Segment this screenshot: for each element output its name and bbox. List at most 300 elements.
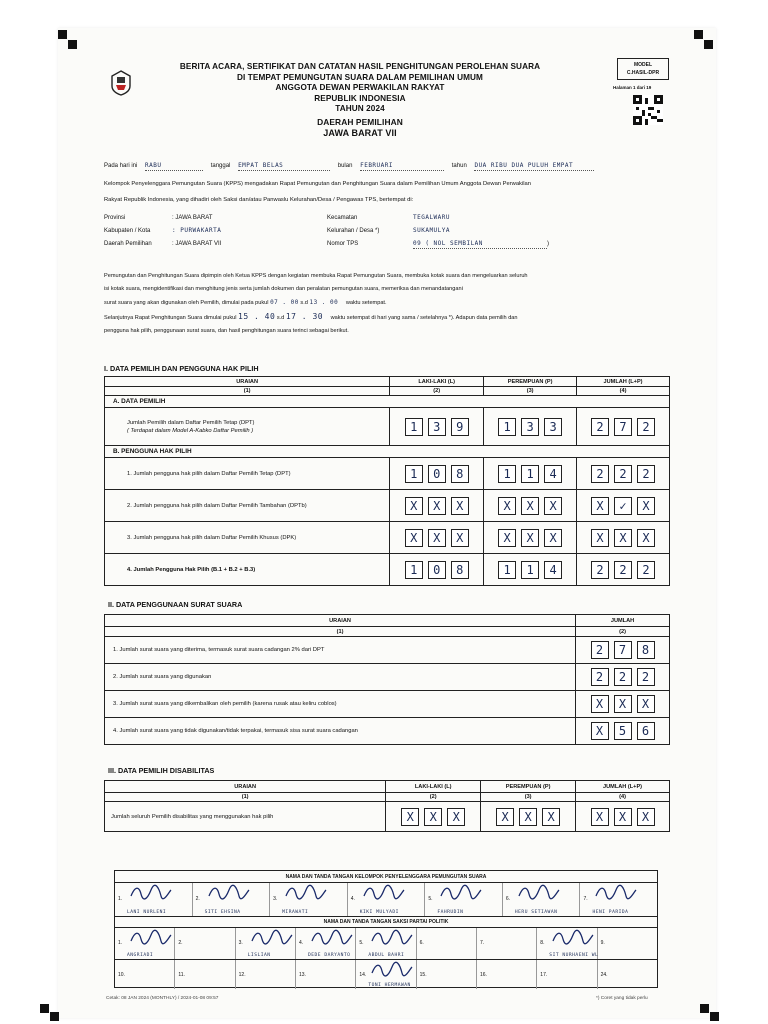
jumlah-cell [577,554,670,586]
table-row [105,522,670,554]
signature-number: 8. [540,940,545,947]
digit-box[interactable]: 2 [591,641,609,659]
digit-box[interactable]: X [591,808,609,826]
table-row [105,718,670,745]
col-uraian: URAIAN [105,377,390,387]
signature-number: 14. [359,971,367,978]
handwritten-signature-icon [551,929,595,947]
digit-box[interactable]: 1 [521,465,539,483]
digit-box[interactable]: X [591,529,609,547]
digit-box[interactable]: 1 [405,418,423,436]
digit-box[interactable]: X [614,808,632,826]
kabupaten-value: : PURWAKARTA [172,227,222,234]
location-right [327,214,549,249]
section3-table [104,780,670,832]
section1-table [104,376,670,586]
intro-date-line [104,162,594,171]
signatory-name: SITI EHSINA [204,910,241,915]
digit-box[interactable]: X [405,529,423,547]
digit-box[interactable]: X [521,529,539,547]
body-p4a: Selanjutnya Rapat Penghitungan Suara dimulai pukul [104,315,237,321]
signature-cell [356,928,416,959]
digit-boxes [577,497,669,515]
saksi-signature-row2 [115,960,657,989]
digit-box[interactable]: 4 [544,465,562,483]
digit-boxes [390,561,483,579]
digit-box[interactable]: 9 [451,418,469,436]
tahun-label: tahun [451,163,467,169]
digit-box[interactable]: 8 [451,465,469,483]
digit-box[interactable]: X [544,497,562,515]
handwritten-signature-icon [370,961,414,979]
digit-box[interactable]: X [428,529,446,547]
dapil-label: Daerah Pemilihan [104,241,152,247]
header-line5: TAHUN 2024 [335,104,385,114]
signature-cell [417,928,477,959]
a-row-line2: ( Terdapat dalam Model A-Kabko Daftar Pemilih ) [127,427,254,434]
digit-box[interactable]: 2 [591,668,609,686]
header-line2: DI TEMPAT PEMUNGUTAN SUARA DALAM PEMILIHAN UMUM [237,72,483,82]
row-label: 3. Jumlah surat suara yang dikembalikan oleh pemilih (karena rusak atau keliru coblos) [105,691,576,718]
signature-cell [537,928,597,959]
col-num: (3) [481,793,576,802]
signatory-name: HENI PARIDA [592,910,629,915]
signature-number: 12. [238,971,246,978]
col-jumlah: JUMLAH (L+P) [576,781,670,793]
signatory-name: LISLIAN [247,953,271,958]
signature-cell [537,960,597,989]
signatory-name: LANI NURLENI [127,910,167,915]
col-num: (3) [484,387,577,396]
digit-box[interactable]: X [451,529,469,547]
qr-code-icon [633,95,663,125]
digit-box[interactable]: 2 [637,561,655,579]
digit-boxes [484,529,576,547]
header-line3: ANGGOTA DEWAN PERWAKILAN RAKYAT [275,83,445,93]
signatory-name: KIKI MULYADI [359,910,399,915]
digit-boxes [484,418,576,436]
digit-box[interactable]: X [498,497,516,515]
signature-cell [115,928,175,959]
signature-number: 9. [600,940,605,947]
digit-box[interactable]: 1 [405,465,423,483]
signature-cell [580,883,657,916]
dapil-value: : JAWA BARAT VII [172,241,222,247]
bulan-label: bulan [337,163,353,169]
col-uraian: URAIAN [105,615,576,627]
signature-cell [598,928,657,959]
registration-mark [710,1012,719,1021]
bulan-value: FEBRUARI [360,162,444,171]
handwritten-signature-icon [129,884,173,902]
signature-cell [356,960,416,989]
digit-box[interactable]: X [544,529,562,547]
signature-number: 6. [419,940,424,947]
body-p3b: waktu setempat. [345,300,387,306]
signature-number: 17. [540,971,548,978]
signatory-name: MIRAWATI [282,910,309,915]
signature-number: 11. [178,971,185,978]
digit-boxes [576,722,669,740]
digit-box[interactable]: X [401,808,419,826]
signature-number: 5. [359,940,364,947]
saksi-title: NAMA DAN TANDA TANGAN SAKSI PARTAI POLITIK [115,917,657,928]
signatory-name: DEDE DARYANTO [307,953,351,958]
a-laki-cell [390,408,484,446]
signature-cell [425,883,503,916]
section1-title: I. DATA PEMILIH DAN PENGGUNA HAK PILIH [104,364,259,373]
disabilitas-label: Jumlah seluruh Pemilih disabilitas yang menggunakan hak pilih [105,802,386,832]
digit-box[interactable]: X [498,529,516,547]
kabupaten-label: Kabupaten / Kota [104,228,151,234]
laki-cell [390,458,484,490]
start-time-1: 07 . 00 [270,299,299,306]
signatory-name: ANGRIADI [127,953,154,958]
signature-number: 3. [238,940,243,947]
digit-boxes [576,695,669,713]
col-num: (1) [105,793,386,802]
subsection-a-title: A. DATA PEMILIH [105,396,670,408]
col-perempuan: PEREMPUAN (P) [481,781,576,793]
digit-box[interactable]: X [591,497,609,515]
col-jumlah: JUMLAH (L+P) [577,377,670,387]
digit-box[interactable]: 7 [614,641,632,659]
row-label: 4. Jumlah surat suara yang tidak digunakan/tidak terpakai, termasuk sisa surat suara cadangan [105,718,576,745]
table-row [105,637,670,664]
perempuan-cell [484,554,577,586]
table-row [105,490,670,522]
signature-cell [348,883,426,916]
digit-box[interactable]: 6 [637,722,655,740]
signature-number: 3. [273,896,278,903]
col-num: (2) [576,627,670,637]
digit-box[interactable]: X [637,695,655,713]
laki-cell [390,522,484,554]
col-num: (4) [576,793,670,802]
dis-laki-cell [386,802,481,832]
body-p5: pengguna hak pilih, penggunaan surat suara, dan hasil penghitungan suara terinci sebagai berikut. [104,328,349,334]
kpps-signature-row [115,883,657,917]
section2-rows [105,637,670,745]
a-row-label [105,408,390,446]
row-label: 3. Jumlah pengguna hak pilih dalam Daftar Pemilih Khusus (DPK) [105,522,390,554]
col-laki: LAKI-LAKI (L) [390,377,484,387]
signature-number: 7. [583,896,588,903]
dis-jumlah-cell [576,802,670,832]
signature-cell [115,960,175,989]
col-uraian: URAIAN [105,781,386,793]
signature-number: 13. [298,971,306,978]
handwritten-signature-icon [250,929,294,947]
jumlah-cell [576,664,670,691]
digit-box[interactable]: X [496,808,514,826]
handwritten-signature-icon [439,884,483,902]
digit-box[interactable]: X [405,497,423,515]
handwritten-signature-icon [594,884,638,902]
handwritten-signature-icon [284,884,328,902]
model-line2: C.HASIL-DPR [626,70,660,76]
jumlah-cell [577,490,670,522]
signature-number: 15. [419,971,427,978]
tanggal-value: EMPAT BELAS [238,162,330,171]
col-num: (2) [386,793,481,802]
signature-number: 7. [479,940,485,947]
row-label: 4. Jumlah Pengguna Hak Pilih (B.1 + B.2 + B.3) [105,554,390,586]
jumlah-cell [576,691,670,718]
tps-label: Nomor TPS [327,241,359,247]
digit-box[interactable]: 2 [614,668,632,686]
subsection-b-title: B. PENGGUNA HAK PILIH [105,446,670,458]
col-laki: LAKI-LAKI (L) [386,781,481,793]
digit-box[interactable]: 3 [428,418,446,436]
signature-number: 10. [118,971,125,978]
digit-boxes [390,529,483,547]
col-perempuan: PEREMPUAN (P) [484,377,577,387]
digit-box[interactable]: 2 [591,418,609,436]
perempuan-cell [484,458,577,490]
page-indicator: Halaman 1 dari 19 [613,85,652,90]
registration-mark [50,1012,59,1021]
digit-box[interactable]: X [451,497,469,515]
signature-number: 24. [600,971,608,978]
signature-cell [115,883,193,916]
signature-cell [175,960,235,989]
handwritten-signature-icon [129,929,173,947]
signature-panel [114,870,658,988]
handwritten-signature-icon [310,929,354,947]
table-row [105,691,670,718]
table-row [105,664,670,691]
table-row [105,554,670,586]
digit-box[interactable]: 0 [428,465,446,483]
signature-number: 4. [298,940,304,947]
digit-box[interactable]: X [447,808,465,826]
dis-perempuan-cell [481,802,576,832]
digit-boxes [390,465,483,483]
digit-box[interactable]: X [614,529,632,547]
signature-number: 6. [505,896,511,903]
footer-print-info: Cetak: 08 JAN 2024 (MONTHLY) / 2024-01-08 09:57 [106,996,219,1001]
digit-box[interactable]: X [637,497,655,515]
digit-box[interactable]: 1 [405,561,423,579]
tps-close: ) [547,241,549,247]
digit-boxes [484,465,576,483]
digit-boxes [390,418,483,436]
digit-box[interactable]: 1 [498,561,516,579]
registration-mark [700,1004,709,1013]
digit-box[interactable]: X [637,529,655,547]
sd-1: s.d [300,300,308,306]
pada-hari-label: Pada hari ini [104,163,138,169]
digit-box[interactable]: X [637,808,655,826]
jumlah-cell [576,718,670,745]
row-label: 1. Jumlah pengguna hak pilih dalam Daftar Pemilih Tetap (DPT) [105,458,390,490]
footer-note: *) Coret yang tidak perlu [596,996,648,1001]
section2-table [104,614,670,745]
perempuan-cell [484,522,577,554]
signature-cell [477,928,537,959]
kecamatan-value: TEGALWARU [413,214,451,221]
daerah-value: JAWA BARAT VII [323,127,397,138]
digit-boxes [576,668,669,686]
digit-box[interactable]: 2 [591,465,609,483]
digit-box[interactable]: X [591,695,609,713]
signature-number: 5. [428,896,433,903]
intro-para2: Rakyat Republik Indonesia, yang dihadiri oleh Saksi dan/atau Panwaslu Kelurahan/Desa / Pengawas TPS, bertempat di: [104,197,414,203]
signature-number: 16. [479,971,487,978]
kecamatan-label: Kecamatan [327,215,358,221]
digit-box[interactable]: 2 [637,418,655,436]
header-line4: REPUBLIK INDONESIA [314,93,406,103]
digit-box[interactable]: X [614,695,632,713]
digit-box[interactable]: 7 [614,418,632,436]
digit-box[interactable]: 5 [614,722,632,740]
table-row [105,458,670,490]
signature-number: 1. [118,896,123,903]
body-text [104,270,528,338]
handwritten-signature-icon [207,884,251,902]
digit-box[interactable]: X [521,497,539,515]
row-label: 1. Jumlah surat suara yang diterima, termasuk surat suara cadangan 2% dari DPT [105,637,576,664]
signature-cell [598,960,657,989]
registration-mark [694,30,703,39]
digit-boxes [484,497,576,515]
handwritten-signature-icon [362,884,406,902]
digit-box[interactable]: 3 [521,418,539,436]
jumlah-cell [576,637,670,664]
digit-box[interactable]: X [591,722,609,740]
start-time-2: 15 . 40 [238,312,276,321]
intro-para1: Kelompok Penyelenggara Pemungutan Suara (KPPS) mengadakan Rapat Pemungutan dan Penghitungan Suara dalam Pemilihan Umum Anggota Dewan Perwakilan [104,181,531,187]
signature-number: 2. [178,940,183,947]
end-time-2: 17 . 30 [285,312,324,321]
body-p3a: surat suara yang akan digunakan oleh Pemilih, dimulai pada pukul [104,300,269,306]
digit-boxes [390,497,483,515]
digit-box[interactable]: X [428,497,446,515]
tanggal-label: tanggal [210,163,231,169]
perempuan-cell [484,490,577,522]
digit-box[interactable]: 8 [637,641,655,659]
digit-boxes [576,641,669,659]
signature-cell [503,883,581,916]
handwritten-signature-icon [517,884,561,902]
signature-cell [296,960,356,989]
model-line1: MODEL [633,62,653,68]
col-num: (1) [105,627,576,637]
jumlah-cell [577,522,670,554]
body-p4b: waktu setempat di hari yang sama / setelahnya *). Adapun data pemilih dan [330,315,518,321]
provinsi-label: Provinsi [104,215,126,221]
digit-box[interactable]: 2 [637,465,655,483]
body-p2: isi kotak suara, mengidentifikasi dan menghitung jenis serta jumlah dokumen dan peralatan pemungutan suara, memeriksa dan menandatangani [104,286,463,292]
a-perempuan-cell [484,408,577,446]
signature-number: 4. [350,896,355,903]
signature-cell [236,960,296,989]
laki-cell [390,554,484,586]
location-left [104,214,221,248]
row-label: 2. Jumlah pengguna hak pilih dalam Daftar Pemilih Tambahan (DPTb) [105,490,390,522]
digit-box[interactable]: 2 [614,465,632,483]
kelurahan-label: Kelurahan / Desa *) [327,228,380,234]
digit-box[interactable]: 1 [521,561,539,579]
digit-boxes [577,529,669,547]
tahun-value: DUA RIBU DUA PULUH EMPAT [474,162,594,171]
col-num: (2) [390,387,484,396]
header-line1: BERITA ACARA, SERTIFIKAT DAN CATATAN HASIL PENGHITUNGAN PEROLEHAN SUARA [179,62,541,71]
digit-box[interactable]: 2 [591,561,609,579]
col-jumlah: JUMLAH [576,615,670,627]
row-label: 2. Jumlah surat suara yang digunakan [105,664,576,691]
digit-box[interactable]: 1 [498,465,516,483]
jumlah-cell [577,458,670,490]
signature-cell [193,883,271,916]
saksi-signature-row1 [115,928,657,960]
registration-mark [58,30,67,39]
digit-box[interactable]: X [424,808,442,826]
signature-cell [477,960,537,989]
digit-boxes [577,561,669,579]
signature-cell [296,928,356,959]
sd-2: s.d [276,315,285,321]
digit-boxes [577,418,669,436]
signatory-name: FAHRUDIN [437,910,464,915]
registration-mark [68,40,77,49]
digit-boxes [484,561,576,579]
registration-mark [704,40,713,49]
digit-box[interactable]: 4 [544,561,562,579]
a-jumlah-cell [577,408,670,446]
handwritten-signature-icon [370,929,414,947]
digit-box[interactable]: 1 [498,418,516,436]
digit-box[interactable]: 0 [428,561,446,579]
digit-box[interactable]: 8 [451,561,469,579]
model-box [617,58,669,80]
kpps-title: NAMA DAN TANDA TANGAN KELOMPOK PENYELENGGARA PEMUNGUTAN SUARA [115,871,657,883]
section3-title: III. DATA PEMILIH DISABILITAS [108,766,215,775]
signature-cell [417,960,477,989]
signature-number: 1. [118,940,123,947]
signatory-name: TONI HERMAWAN [368,983,411,988]
daerah-label: DAERAH PEMILIHAN [317,116,403,127]
a-row-line1: Jumlah Pemilih dalam Daftar Pemilih Tetap (DPT) [127,419,255,426]
col-num: (1) [105,387,390,396]
signatory-name: ABDUL BAHRI [368,953,405,958]
end-time-1: 13 . 00 [309,299,339,306]
digit-box[interactable]: 3 [544,418,562,436]
digit-box[interactable]: ✓ [614,497,632,515]
kelurahan-value: SUKAMULYA [413,227,451,234]
registration-mark [40,1004,49,1013]
signature-cell [270,883,348,916]
signature-cell [175,928,235,959]
hari-value: RABU [145,162,203,171]
signatory-name: SIT NURHAENI WL [549,953,599,958]
provinsi-value: : JAWA BARAT [172,215,213,221]
signatory-name: HERU SETIAWAN [514,910,558,915]
tps-value: 09 ( NOL SEMBILAN [413,240,547,249]
laki-cell [390,490,484,522]
digit-box[interactable]: 2 [637,668,655,686]
digit-box[interactable]: X [542,808,560,826]
signature-cell [236,928,296,959]
digit-box[interactable]: 2 [614,561,632,579]
section1-b-rows [105,458,670,586]
document-header [110,62,610,138]
col-num: (4) [577,387,670,396]
digit-box[interactable]: X [519,808,537,826]
body-p1: Pemungutan dan Penghitungan Suara dipimpin oleh Ketua KPPS dengan kegiatan membuka Rapat Pemungutan Suara, membuka kotak suara dan mengeluarkan seluruh [104,273,528,279]
signature-number: 2. [195,896,200,903]
